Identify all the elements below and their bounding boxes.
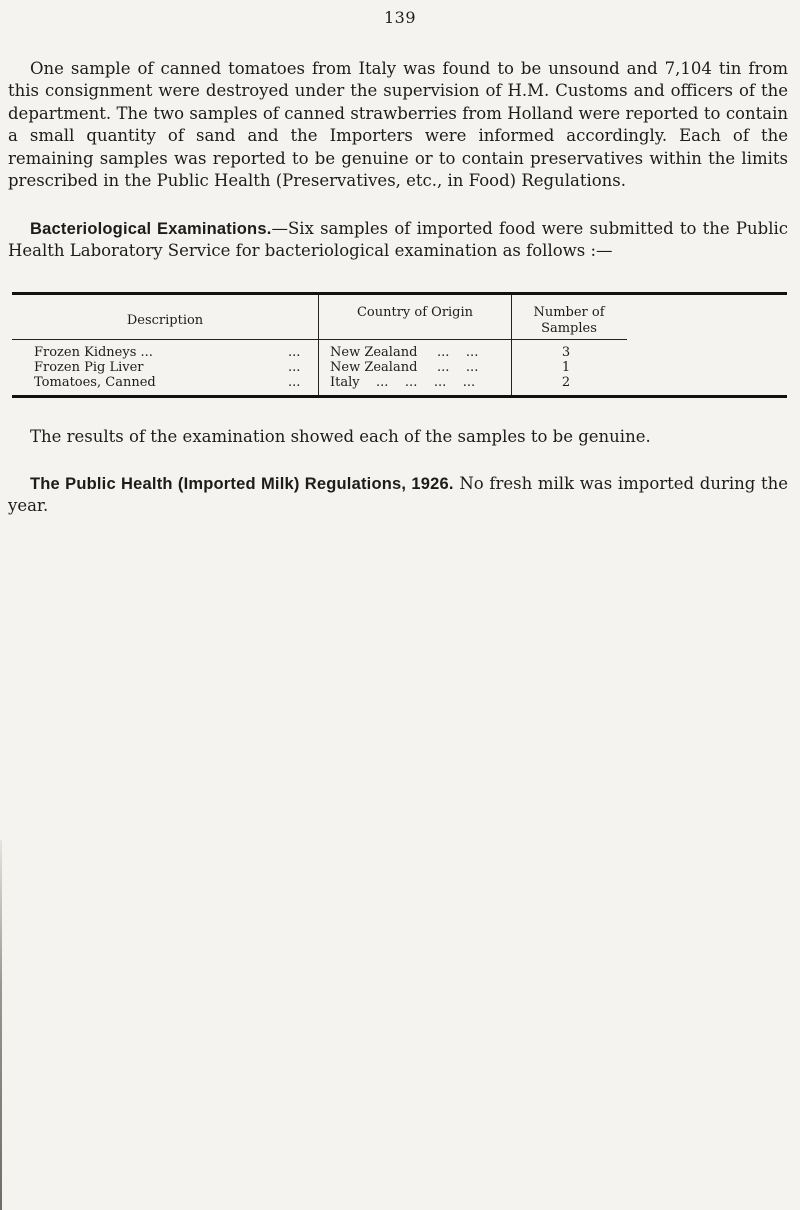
cell-count: 2 [561,375,571,390]
cell-description: Frozen Kidneys ... [34,345,153,360]
cell-leader-dots: ... [288,345,301,360]
cell-leader-dots: ... ... [437,345,479,360]
cell-country: New Zealand [330,360,418,375]
page-number: 139 [383,8,417,27]
section-heading-bacteriological: Bacteriological Examinations. [30,220,272,238]
paragraph-imported-milk [8,473,788,518]
column-header-country: Country of Origin [356,305,474,320]
cell-country: Italy [330,375,360,390]
cell-leader-dots: ... ... ... ... [376,375,476,390]
paragraph-results [8,426,788,448]
cell-leader-dots: ... [288,360,301,375]
header-rule [12,339,627,340]
cell-description: Frozen Pig Liver [34,360,144,375]
paragraph-results-text: The results of the examination showed each of the samples to be genuine. [30,427,651,446]
paragraph-canned-goods [8,58,788,192]
paragraph-canned-goods-text: One sample of canned tomatoes from Italy was found to be unsound and 7,104 tin from this consignment were destroyed under the supervision of H.M. Customs and officers of the department. The two samples of canned strawberries from Holland were reported to contain a small quantity of sand and the Importers were informed accordingly. Each of the remaining samples was reported to be genuine or to contain preservatives within the limits prescribed in the Public Health (Preservatives, etc., in Food) Regulations. [8,59,788,191]
scan-edge-shadow [0,840,2,1210]
cell-count: 1 [561,360,571,375]
table-row [12,360,787,376]
paragraph-bacteriological [8,218,788,263]
paragraph-imported-milk-text: No fresh milk was imported during the year. [8,474,788,516]
samples-table [12,292,787,398]
column-header-count: Number of Samples [533,305,605,336]
section-heading-imported-milk: The Public Health (Imported Milk) Regulations, 1926. [30,475,454,493]
cell-leader-dots: ... ... [437,360,479,375]
table-row [12,345,787,361]
table-row [12,375,787,391]
column-header-description: Description [126,313,204,328]
cell-leader-dots: ... [288,375,301,390]
cell-count: 3 [561,345,571,360]
cell-description: Tomatoes, Canned [34,375,156,390]
paragraph-bacteriological-text: —Six samples of imported food were submitted to the Public Health Laboratory Service for bacteriological examination as follows :— [8,219,788,261]
cell-country: New Zealand [330,345,418,360]
